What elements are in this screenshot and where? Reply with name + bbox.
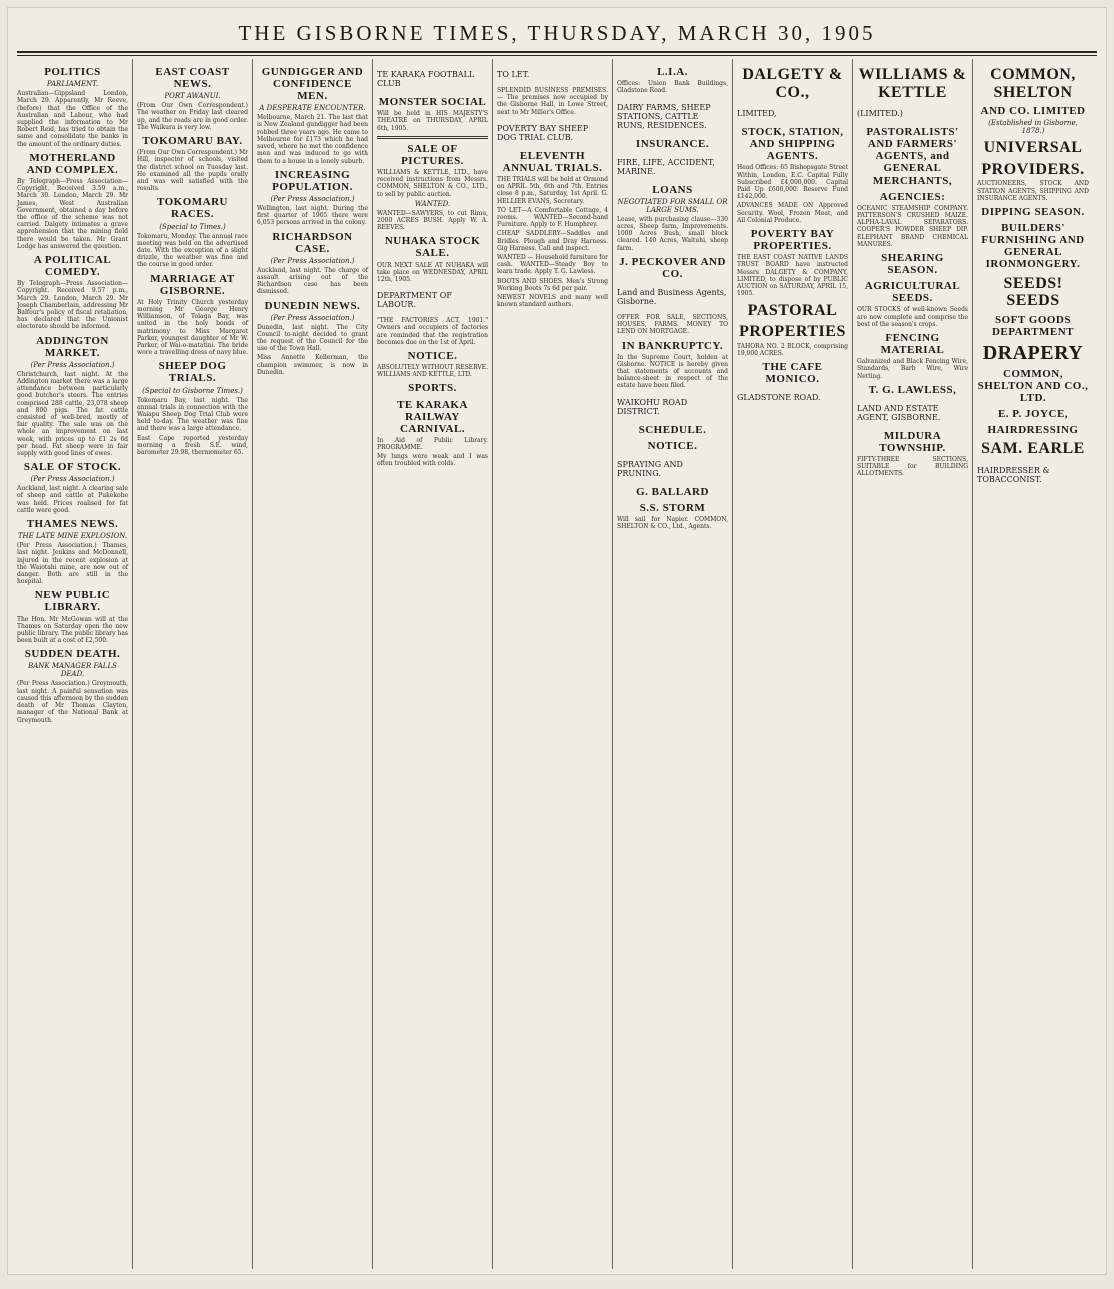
section-heading: SALE OF STOCK. (23, 461, 122, 474)
section-subheading: LAND AND ESTATE AGENT, GISBORNE. (857, 403, 941, 422)
section-subheading: TO LET. (497, 70, 530, 79)
section-heading: PASTORAL (747, 301, 838, 319)
article-text: TO LET—A Comfortable Cottage, 4 rooms. WANTED—Second-hand Furniture. Apply to F. Humphrey. (497, 206, 608, 229)
article-text: Auckland, last night. A clearing sale of sheep and cattle at Pukekohe was held. Prices realised for fat cattle were good. (17, 485, 128, 514)
column-6 (613, 59, 733, 1269)
section-heading: STOCK, STATION, AND SHIPPING AGENTS. (741, 126, 844, 163)
article-text: Head Offices: 65 Bishopsgate Street Within, London, E.C. Capital Fully Subscribed £4,000,000. Capital Paid Up £600,000. Reserve Fund £142,000. (737, 164, 848, 201)
section-subheading: WANTED. (414, 199, 451, 208)
section-heading: DIPPING SEASON. (981, 206, 1085, 219)
section-heading: DALGETY & CO., (742, 66, 843, 101)
article-text: OUR NEXT SALE AT NUHAKA will take place on WEDNESDAY, APRIL 12th, 1905. (377, 261, 488, 283)
section-heading: L.I.A. (657, 66, 688, 78)
section-heading: TE KARAKA RAILWAY CARNIVAL. (397, 398, 468, 435)
article-text: BOOTS AND SHOES. Men's Strong Working Boots 7s 6d per pair. (497, 277, 608, 292)
section-subheading: DAIRY FARMS, SHEEP STATIONS, CATTLE RUNS, RESIDENCES. (617, 102, 711, 130)
section-subheading: WAIKOHU ROAD DISTRICT. (617, 397, 688, 416)
section-heading: NOTICE. (407, 349, 458, 362)
section-subheading: POVERTY BAY SHEEP DOG TRIAL CLUB. (497, 123, 589, 142)
article-text: AUCTIONEERS, STOCK AND STATION AGENTS, SHIPPING AND INSURANCE AGENTS. (977, 180, 1089, 202)
masthead-rule (17, 51, 1097, 56)
section-subheading: LIMITED, (737, 109, 777, 119)
section-heading: PASTORALISTS' AND FARMERS' AGENTS, and GENERAL MERCHANTS, (866, 126, 959, 187)
section-heading: POLITICS (44, 66, 101, 78)
section-heading: NOTICE. (647, 439, 698, 452)
article-text: ADVANCES MADE ON Approved Security. Wool, Frozen Meat, and All Colonial Produce. (737, 202, 848, 224)
article-text: The Hon. Mr McGowan will at the Thames on Saturday open the new public library. The public library has been built at a cost of £2,500. (17, 615, 128, 645)
section-subheading: (Per Press Association.) (30, 360, 115, 369)
article-text: (Per Press Association.) Thames, last night. Jenkins and McDonnell, injured in the recent explosion at the Waiotahi mine, are now out of danger. Both are still in the hospital. (17, 542, 128, 586)
section-heading: TOKOMARU RACES. (156, 196, 229, 221)
section-heading: ELEVENTH ANNUAL TRIALS. (502, 149, 603, 174)
article-text: THE EAST COAST NATIVE LANDS TRUST BOARD have instructed Messrs DALGETY & COMPANY, LIMITED, to dispose of by PUBLIC AUCTION on SATURDAY, APRIL 15, 1905. (737, 254, 848, 298)
masthead-title: THE GISBORNE TIMES, THURSDAY, MARCH 30, 1905 (238, 21, 876, 45)
section-subheading: (Per Press Association.) (270, 313, 355, 322)
section-heading: HAIRDRESSING (987, 424, 1079, 437)
section-heading: DUNEDIN NEWS. (264, 299, 361, 312)
section-heading: SEEDS! SEEDS (1003, 274, 1063, 310)
section-heading: SOFT GOODS DEPARTMENT (991, 313, 1075, 338)
section-subheading: BANK MANAGER FALLS DEAD. (28, 662, 117, 679)
article-text: OUR STOCKS of well-known Seeds are now complete and comprise the best of the season's crops. (857, 306, 968, 328)
article-text: WANTED—SAWYERS, to cut Rimu, 2000 ACRES BUSH. Apply W. A. REEVES. (377, 209, 488, 232)
section-subheading: (Per Press Association.) (30, 475, 115, 484)
section-heading: RICHARDSON CASE. (272, 230, 353, 255)
section-subheading: (LIMITED.) (857, 109, 903, 119)
article-text: (From Our Own Correspondent.) The weather on Friday last cleared up, and the roads are in good order. The Waikura is very low. (137, 102, 248, 131)
masthead (7, 7, 1107, 59)
article-text: Tokomaru, Monday. The annual race meeting was held on the advertised date. With the exception of a slight drizzle, the weather was fine and the course in good order. (137, 232, 248, 269)
section-heading: SAM. EARLE (981, 440, 1085, 458)
section-heading: A POLITICAL COMEDY. (33, 253, 112, 279)
article-text: In Aid of Public Library. PROGRAMME. (377, 436, 488, 451)
section-heading: MILDURA TOWNSHIP. (879, 429, 946, 454)
article-text: (Per Press Association.) Greymouth, last night. A painful sensation was caused this afternoon by the sudden death of Mr Thomas Clayton, manager of the National Bank at Greymouth. (17, 680, 128, 724)
section-heading: INCREASING POPULATION. (272, 168, 353, 193)
section-heading: AND CO. LIMITED (980, 105, 1086, 118)
article-text: Melbourne, March 21. The last that is New Zealand gundigger had been robbed three years ago. He came to Melbourne for £173 which he had saved, where he met the confidence men and was induced to go with them to a house in a lonely suburb. (257, 114, 368, 165)
section-heading: T. G. LAWLESS, (868, 383, 957, 396)
section-subheading: HAIRDRESSER & TOBACCONIST. (977, 465, 1050, 484)
article-text: Lease, with purchasing clause—330 acres, Sheep farm, Improvements. 1000 Acres Bush, small block cleared. 140 Acres, Waituhi, sheep farm. (617, 215, 728, 252)
section-heading: IN BANKRUPTCY. (621, 339, 724, 352)
article-text: Will be held in HIS MAJESTY'S THEATRE on THURSDAY, APRIL 6th, 1905. (377, 110, 488, 132)
section-heading: MOTHERLAND AND COMPLEX. (26, 151, 119, 176)
section-heading: G. BALLARD (636, 485, 709, 498)
article-text: NEWEST NOVELS and many well known standard authors. (497, 294, 608, 309)
section-heading: SCHEDULE. (638, 423, 707, 436)
article-text: My lungs were weak and I was often troubled with colds. (377, 453, 488, 468)
newspaper-page (7, 7, 1107, 1275)
section-heading: DRAPERY (982, 341, 1084, 364)
section-subheading: TE KARAKA FOOTBALL CLUB (377, 70, 475, 88)
section-heading: SHEEP DOG TRIALS. (158, 360, 227, 385)
section-heading: INSURANCE. (635, 137, 710, 150)
section-heading: THE CAFE MONICO. (762, 361, 823, 386)
section-subheading: A DESPERATE ENCOUNTER. (259, 104, 366, 113)
section-heading: ADDINGTON MARKET. (36, 334, 109, 359)
article-text: By Telegraph—Press Association—Copyright. Received 3.59 a.m., March 30. London, March 29. Mr James, West Australian Government, obtained a day before the office of the scheme was not carried. Dalgety intimates a grave apprehension that the mining field there would be taken. Mr Grant Lodge has answered the question. (17, 177, 128, 250)
article-text: East Cape reported yesterday morning a fresh S.E. wind, barometer 29.98, thermometer 65. (137, 434, 248, 456)
article-text: WILLIAMS & KETTLE, LTD., have received instructions from Messrs. COMMON, SHELTON & CO., LTD., to sell by public auction. (377, 168, 488, 198)
article-text: Australian—Gippsland London, March 29. Apparently, Mr Reeve, (before) that the Office of the Australian and Labour, who had supplied the information to Mr Robert Reid, has tried to obtain the same and consolidate the banks in the amount of the ordinary duties. (17, 90, 128, 148)
section-heading: AGENCIES: (879, 190, 946, 203)
section-heading: PROVIDERS. (981, 160, 1085, 178)
column-rule (377, 136, 488, 139)
column-7 (733, 59, 853, 1269)
column-5 (493, 59, 613, 1269)
article-text: WANTED — Household furniture for cash. WANTED—Steady Boy to learn trade. Apply T. G. Lawless. (497, 254, 608, 276)
section-heading: SUDDEN DEATH. (24, 648, 121, 661)
section-subheading: (Per Press Association.) (270, 194, 355, 203)
section-heading: S.S. STORM (639, 501, 706, 514)
column-8 (853, 59, 973, 1269)
section-heading: SALE OF PICTURES. (401, 142, 464, 167)
section-subheading: NEGOTIATED FOR SMALL OR LARGE SUMS. (617, 197, 728, 214)
article-text: Offices: Union Bank Buildings, Gladstone Road. (617, 80, 728, 95)
section-heading: WILLIAMS & KETTLE (858, 66, 967, 101)
section-heading: PROPERTIES (739, 323, 846, 341)
article-text: Will sail for Napier. COMMON, SHELTON & CO., Ltd., Agents. (617, 515, 728, 531)
article-text: Auckland, last night. The charge of assault arising out of the Richardson case has been dismissed. (257, 266, 368, 296)
section-subheading: (Established in Gisborne, 1878.) (988, 119, 1078, 136)
section-subheading: Land and Business Agents, Gisborne. (617, 287, 727, 306)
section-subheading: (Per Press Association.) (270, 256, 355, 265)
section-heading: GUNDIGGER AND CONFIDENCE MEN. (261, 66, 364, 103)
article-text: At Holy Trinity Church yesterday morning Mr George Henry Williamson, of Tolaga Bay, was united in the holy bonds of matrimony to Miss Margaret Parker, youngest daughter of Mr W. Parker, of Wai-o-matatini. The bride wore a travelling dress of navy blue. (137, 298, 248, 357)
columns-container (13, 59, 1101, 1269)
article-text: FIFTY-THREE SECTIONS, SUITABLE for BUILDING ALLOTMENTS. (857, 456, 968, 478)
section-heading: SPORTS. (408, 382, 457, 395)
section-subheading: GLADSTONE ROAD. (737, 393, 821, 403)
article-text: Christchurch, last night. At the Addington market there was a large attendance between particularly good butcher's steers. The entries comprised 288 cattle, 23,078 sheep and 800 pigs. The fat cattle consisted of well-bred, mostly of fair quality. The sale was on the whole an improvement on last week, with prices up to £1 2s 6d per head. Fat sheep were in fair supply with good lines of ewes. (17, 370, 128, 457)
section-heading: NUHAKA STOCK SALE. (384, 235, 481, 260)
column-3 (253, 59, 373, 1269)
section-heading: NEW PUBLIC LIBRARY. (34, 589, 111, 614)
section-heading: LOANS (652, 183, 693, 196)
article-text: THE TRIALS will be held at Ormond on APRIL 5th, 6th and 7th. Entries close 8 p.m., Saturday, 1st April. G. HELLIER EVANS, Secretary. (497, 176, 608, 205)
section-subheading: PARLIAMENT. (46, 80, 99, 89)
article-text: Dunedin, last night. The City Council to-night decided to grant the request of the Council for the use of the Town Hall. (257, 323, 368, 353)
article-text: TAHORA NO. 2 BLOCK, comprising 19,000 ACRES. (737, 342, 848, 357)
section-subheading: THE LATE MINE EXPLOSION. (17, 532, 128, 541)
article-text: OCEANIC STEAMSHIP COMPANY. PATTERSON'S CRUSHED MAIZE. ALPHA-LAVAL SEPARATORS. COOPER'S POWDER SHEEP DIP. ELEPHANT BRAND CHEMICAL MANURES. (857, 204, 968, 248)
section-heading: COMMON, SHELTON AND CO., LTD. (977, 367, 1089, 405)
column-1 (13, 59, 133, 1269)
column-9 (973, 59, 1093, 1269)
section-heading: AGRICULTURAL SEEDS. (864, 280, 961, 305)
article-text: ABSOLUTELY WITHOUT RESERVE. WILLIAMS AND KETTLE, LTD. (377, 364, 488, 379)
section-heading: SHEARING SEASON. (881, 251, 944, 277)
section-heading: BUILDERS' FURNISHING AND GENERAL IRONMONGERY. (981, 222, 1085, 271)
column-2 (133, 59, 253, 1269)
article-text: CHEAP SADDLERY—Saddles and Bridles. Plough and Dray Harness. Gig Harness. Call and inspect. (497, 230, 608, 252)
section-heading: THAMES NEWS. (26, 518, 119, 531)
article-text: SPLENDID BUSINESS PREMISES. — The premises now occupied by the Gisborne Hall, in Lowe Street, next to Mr Miller's Office. (497, 87, 608, 116)
section-heading: UNIVERSAL (983, 139, 1083, 157)
section-subheading: (Special to Times.) (159, 222, 226, 231)
section-subheading: FIRE, LIFE, ACCIDENT, MARINE. (617, 157, 715, 176)
section-subheading: SPRAYING AND PRUNING. (617, 459, 683, 478)
section-subheading: DEPARTMENT OF LABOUR. (377, 291, 452, 310)
section-heading: MONSTER SOCIAL (378, 96, 487, 108)
article-text: By Telegraph—Press Association—Copyright. Received 9.57 p.m., March 29. London, March 29. Mr Joseph Chamberlain, addressing Mr Balfour's policy of fiscal retaliation, has declared that the Unionist electorate should be informed. (17, 280, 128, 331)
section-subheading: (Special to Gisborne Times.) (142, 386, 243, 395)
section-heading: J. PECKOVER AND CO. (619, 255, 726, 280)
article-text: Wellington, last night. During the first quarter of 1905 there were 6,053 persons arrived in the colony. (257, 204, 368, 227)
section-heading: MARRIAGE AT GISBORNE. (150, 272, 235, 297)
section-heading: FENCING MATERIAL (880, 331, 945, 357)
article-text: OFFER FOR SALE, SECTIONS, HOUSES, FARMS. MONEY TO LEND ON MORTGAGE. (617, 313, 728, 336)
article-text: In the Supreme Court, holden at Gisborne. NOTICE is hereby given that statements of accounts and balance-sheet in respect of the estate have been filed. (617, 353, 728, 390)
section-heading: POVERTY BAY PROPERTIES. (750, 228, 835, 253)
section-heading: E. P. JOYCE, (997, 408, 1069, 421)
section-subheading: PORT AWANUI. (164, 92, 221, 101)
article-text: Tokomaru Bay, last night. The annual trials in connection with the Waiapu Sheep Dog Trial Club were held to-day. The weather was fine and there was a large attendance. (137, 396, 248, 433)
article-text: (From Our Own Correspondent.) Mr Hill, inspector of schools, visited the district school on Tuesday last. He examined all the pupils orally and was well satisfied with the results. (137, 149, 248, 193)
article-text: "THE FACTORIES ACT, 1901." Owners and occupiers of factories are reminded that the registration becomes due on the 1st of April. (377, 317, 488, 346)
article-text: Galvanized and Black Fencing Wire, Standards, Barb Wire, Wire Netting. (857, 358, 968, 380)
section-heading: EAST COAST NEWS. (155, 66, 230, 91)
article-text: Miss Annette Kellerman, the champion swimmer, is now in Dunedin. (257, 354, 368, 376)
column-4 (373, 59, 493, 1269)
section-heading: TOKOMARU BAY. (142, 135, 243, 147)
section-heading: COMMON, SHELTON (990, 66, 1076, 101)
